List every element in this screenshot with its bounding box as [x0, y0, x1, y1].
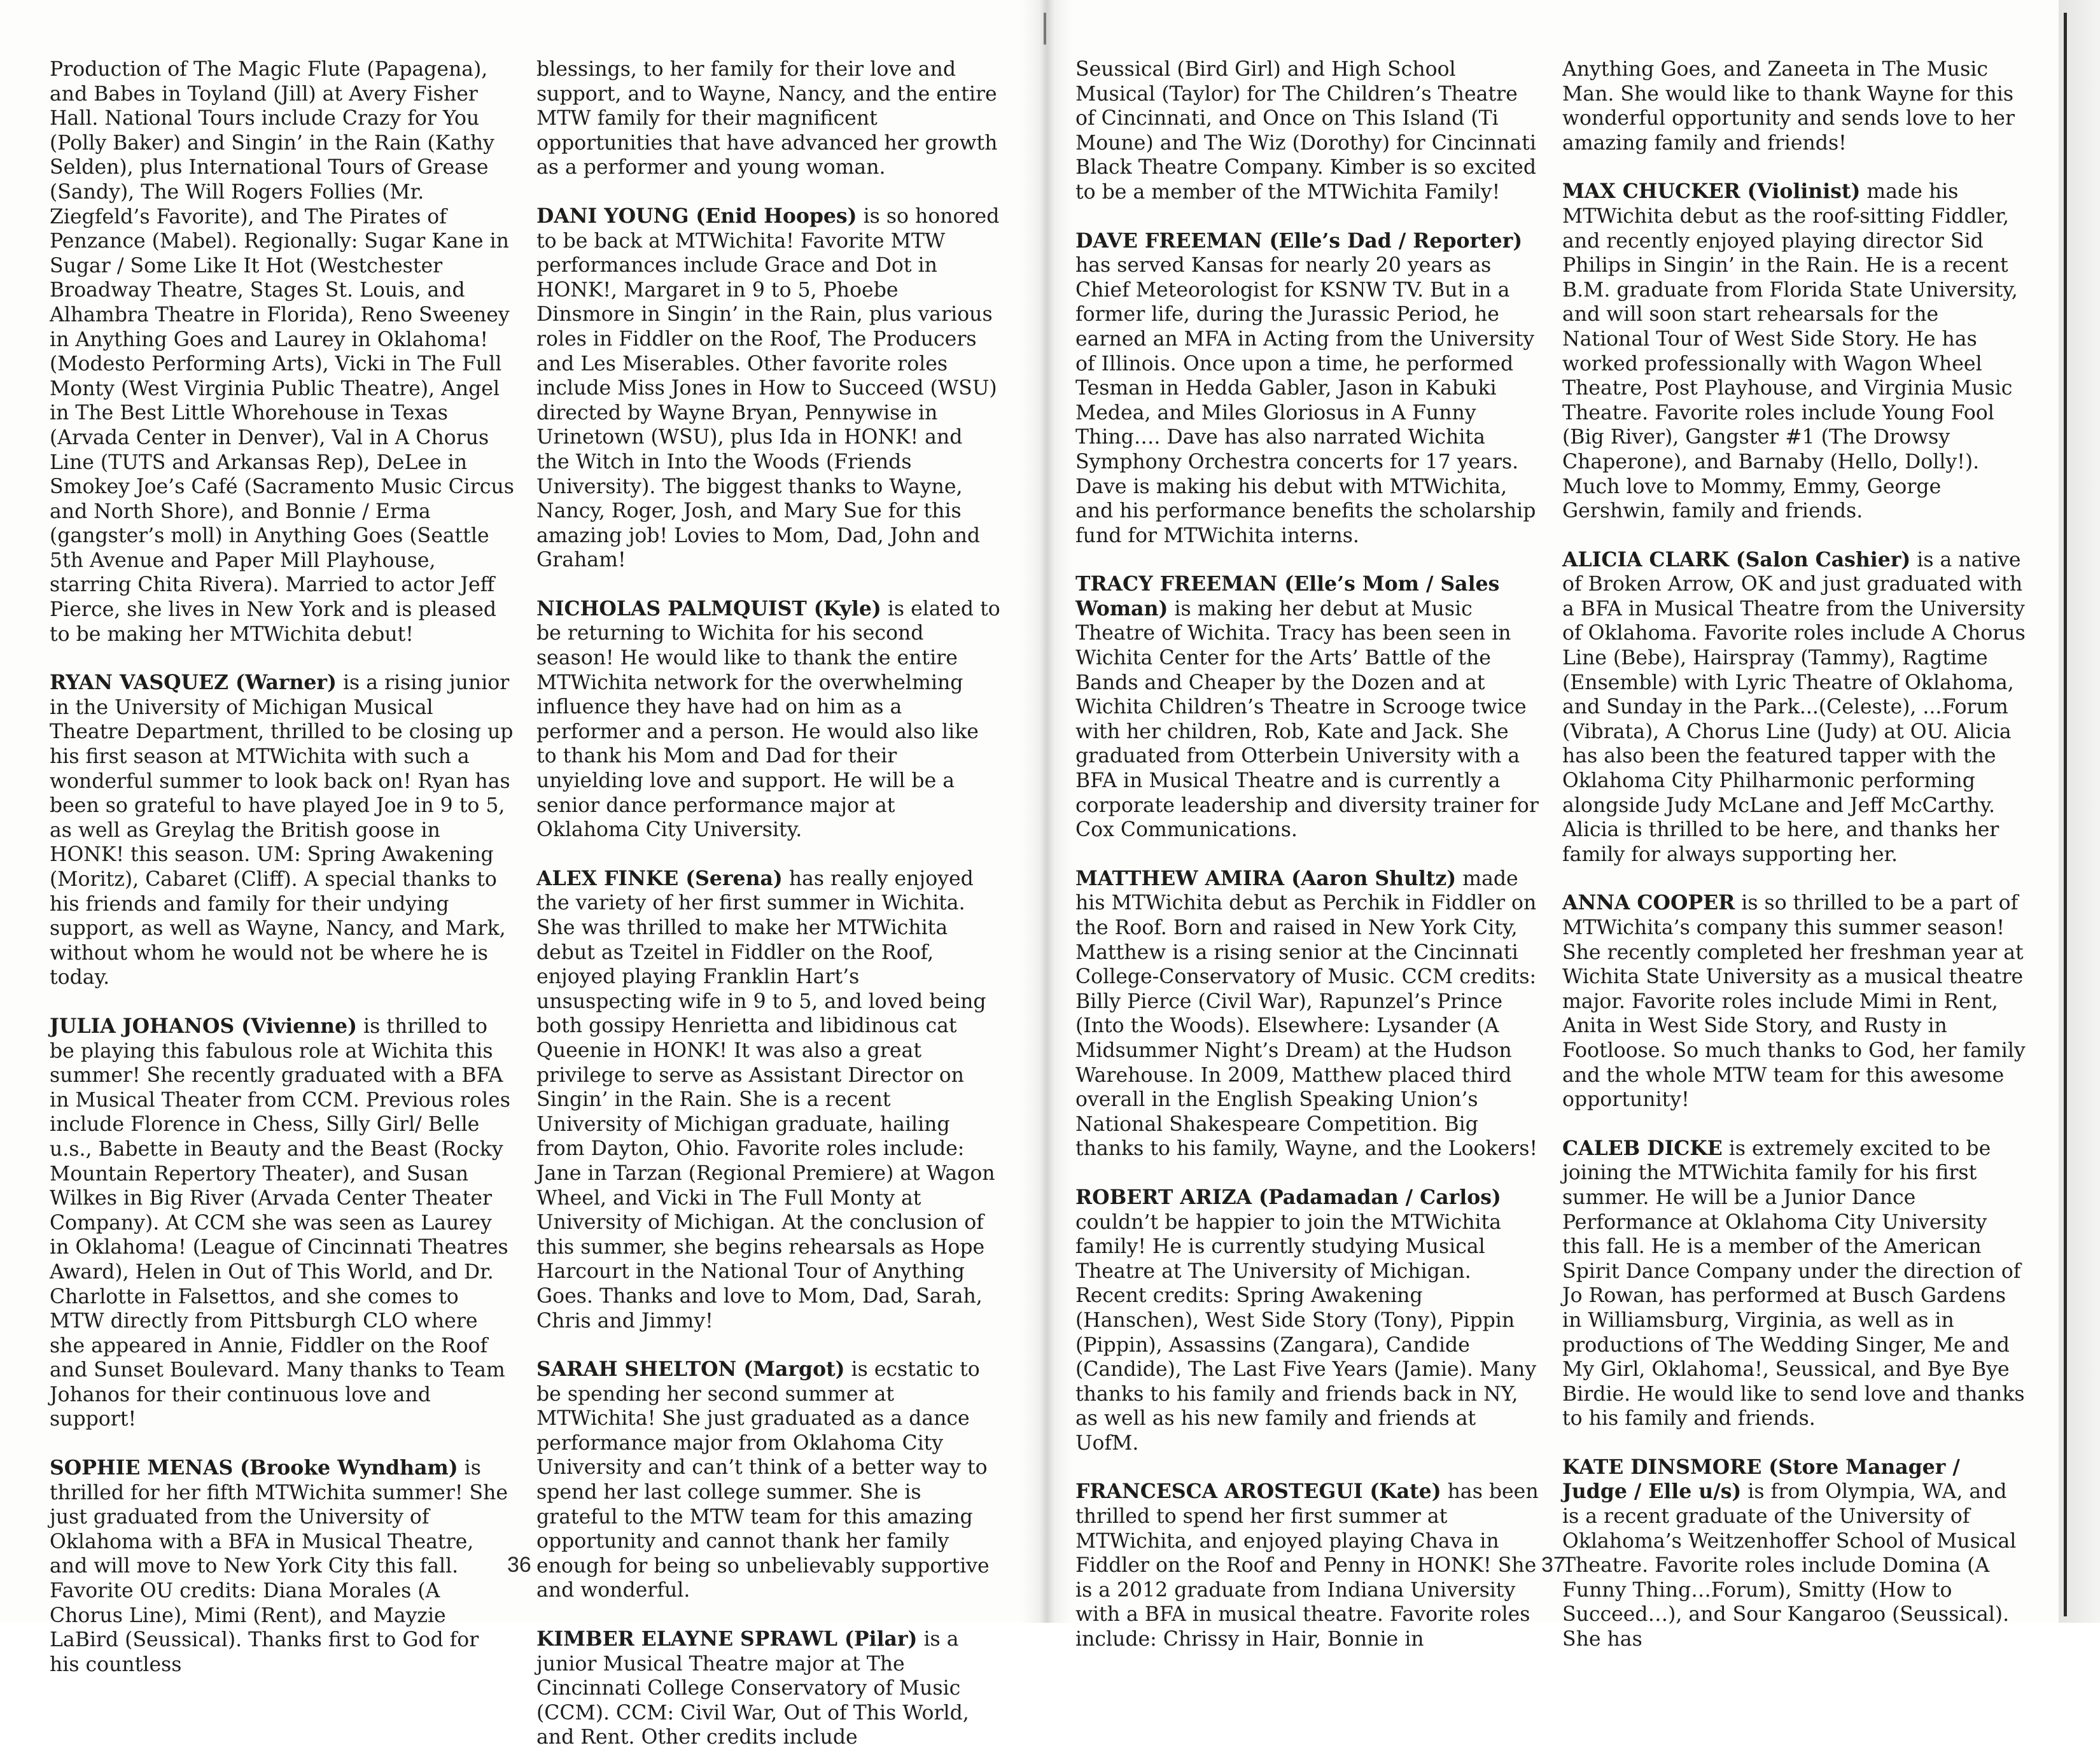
bio-entry	[1075, 1480, 1540, 1651]
bio-name: ALICIA CLARK (Salon Cashier)	[1562, 547, 1911, 571]
bio-entry	[50, 671, 514, 990]
bio-entry	[536, 1627, 1001, 1750]
bio-entry	[536, 1357, 1001, 1603]
bio-entry	[536, 867, 1001, 1333]
bio-entry	[1075, 1186, 1540, 1456]
bio-name: KIMBER ELAYNE SPRAWL (Pilar)	[536, 1627, 918, 1651]
bio-text: is thrilled to be playing this fabulous role at Wichita this summer! She recently graduated with a BFA in Musical Theater from CCM. Previous roles include Florence in Chess, Silly Girl/ Belle u.s., Babette in Beauty and the Beast (Rocky Mountain Repertory Theater), and Susan Wilkes in Big River (Arvada Center Theater Company). At CCM she was seen as Laurey in Oklahoma! (League of Cincinnati Theatres Award), Helen in Out of This World, and Dr. Charlotte in Falsettos, and she comes to MTW directly from Pittsburgh CLO where she appeared in Annie, Fiddler on the Roof and Sunset Boulevard. Many thanks to Team Johanos for their continuous love and support!	[50, 1014, 510, 1431]
bio-text: is elated to be returning to Wichita for his second season! He would like to thank the entire MTWichita network for the overwhelming influence they have had on him as a performer and a person. He would also like to thank his Mom and Dad for their unyielding love and support. He will be a senior dance performance major at Oklahoma City University.	[536, 597, 1000, 842]
bio-name: TRACY FREEMAN (Elle’s Mom / Sales Woman)	[1075, 572, 1500, 620]
column-1	[50, 57, 514, 1676]
bio-name: ROBERT ARIZA (Padamadan / Carlos)	[1075, 1185, 1501, 1209]
bio-entry	[1562, 891, 2027, 1112]
bio-entry	[50, 1014, 514, 1432]
bio-name: FRANCESCA AROSTEGUI (Kate)	[1075, 1480, 1441, 1504]
bio-name: MATTHEW AMIRA (Aaron Shultz)	[1075, 866, 1457, 890]
bio-entry	[1562, 1455, 2027, 1652]
bio-text: has really enjoyed the variety of her first summer in Wichita. She was thrilled to make her MTWichita debut as Tzeitel in Fiddler on the Roof, enjoyed playing Franklin Hart’s unsuspecting wife in 9 to 5, and loved being both gossipy Henrietta and libidinous cat Queenie in HONK! It was also a great privilege to serve as Assistant Director on Singin’ in the Rain. She is a recent University of Michigan graduate, hailing from Dayton, Ohio. Favorite roles include: Jane in Tarzan (Regional Premiere) at Wagon Wheel, and Vicki in The Full Monty at University of Michigan. At the conclusion of this summer, she begins rehearsals as Hope Harcourt in the National Tour of Anything Goes. Thanks and love to Mom, Dad, Sarah, Chris and Jimmy!	[536, 867, 995, 1333]
page-edge-line	[2064, 13, 2067, 1616]
bio-continuation: Seussical (Bird Girl) and High School Musical (Taylor) for The Children’s Theatre of Cincinnati, and Once on This Island (Ti Moune) and The Wiz (Dorothy) for Cincinnati Black Theatre Company. Kimber is so excited to be a member of the MTWichita Family!	[1075, 58, 1536, 204]
bio-text: is ecstatic to be spending her second summer at MTWichita! She just graduated as a dance performance major from Oklahoma City University and can’t think of a better way to spend her last college summer. She is grateful to the MTW team for this amazing opportunity and cannot thank her family enough for being so unbelievably supportive and wonderful.	[536, 1358, 990, 1602]
bio-name: DANI YOUNG (Enid Hoopes)	[536, 204, 857, 228]
column-3	[1075, 57, 1540, 1651]
bio-text: has served Kansas for nearly 20 years as Chief Meteorologist for KSNW TV. But in a former life, during the Jurassic Period, he earned an MFA in Acting from the University of Illinois. Once upon a time, he performed Tesman in Hedda Gabler, Jason in Kabuki Medea, and Miles Gloriosus in A Funny Thing…. Dave has also narrated Wichita Symphony Orchestra concerts for 17 years. Dave is making his debut with MTWichita, and his performance benefits the scholarship fund for MTWichita interns.	[1075, 254, 1536, 547]
bio-text: made his MTWichita debut as Perchik in Fiddler on the Roof. Born and raised in New York City, Matthew is a rising senior at the Cincinnati College-Conservatory of Music. CCM credits: Billy Pierce (Civil War), Rapunzel’s Prince (Into the Woods). Elsewhere: Lysander (A Midsummer Night’s Dream) at the Hudson Warehouse. In 2009, Matthew placed third overall in the English Speaking Union’s National Shakespeare Competition. Big thanks to his family, Wayne, and the Lookers!	[1075, 867, 1538, 1161]
bio-continuation: Anything Goes, and Zaneeta in The Music Man. She would like to thank Wayne for this wonderful opportunity and sends love to her amazing family and friends!	[1562, 58, 2015, 155]
book-gutter	[1021, 0, 1072, 1623]
bio-name: ALEX FINKE (Serena)	[536, 866, 783, 890]
page-number-right: 37	[1541, 1553, 1565, 1577]
bio-continuation: blessings, to her family for their love and support, and to Wayne, Nancy, and the entire MTW family for their magnificent opportunities that have advanced her growth as a performer and young woman.	[536, 58, 998, 179]
bio-entry	[1075, 229, 1540, 549]
bio-name: JULIA JOHANOS (Vivienne)	[50, 1014, 357, 1038]
bio-name: SOPHIE MENAS (Brooke Wyndham)	[50, 1456, 458, 1480]
bio-entry	[1075, 867, 1540, 1161]
bio-text: is extremely excited to be joining the MTWichita family for his first summer. He will be a Junior Dance Performance at Oklahoma City University this fall. He is a member of the American Spirit Dance Company under the direction of Jo Rowan, has performed at Busch Gardens in Williamsburg, Virginia, as well as in productions of The Wedding Singer, Me and My Girl, Oklahoma!, Seussical, and Bye Bye Birdie. He would like to send love and thanks to his family and friends.	[1562, 1137, 2025, 1431]
bio-name: KATE DINSMORE (Store Manager / Judge / Elle u/s)	[1562, 1455, 1960, 1504]
bio-name: DAVE FREEMAN (Elle’s Dad / Reporter)	[1075, 228, 1523, 253]
bio-text: made his MTWichita debut as the roof-sitting Fiddler, and recently enjoyed playing director Sid Philips in Singin’ in the Rain. He is a recent B.M. graduate from Florida State University, and will soon start rehearsals for the National Tour of West Side Story. He has worked professionally with Wagon Wheel Theatre, Post Playhouse, and Virginia Music Theatre. Favorite roles include Young Fool (Big River), Gangster #1 (The Drowsy Chaperone), and Barnaby (Hello, Dolly!). Much love to Mommy, Emmy, George Gershwin, family and friends.	[1562, 180, 2018, 523]
bio-text: is a rising junior in the University of Michigan Musical Theatre Department, thrilled to be closing up his first season at MTWichita with such a wonderful summer to look back on! Ryan has been so grateful to have played Joe in 9 to 5, as well as Greylag the British goose in HONK! this season. UM: Spring Awakening (Moritz), Cabaret (Cliff). A special thanks to his friends and family for their undying support, as well as Wayne, Nancy, and Mark, without whom he would not be where he is today.	[50, 671, 514, 990]
bio-entry	[1562, 1137, 2027, 1431]
bio-name: CALEB DICKE	[1562, 1136, 1723, 1160]
bio-text: is a native of Broken Arrow, OK and just graduated with a BFA in Musical Theatre from the University of Oklahoma. Favorite roles include A Chorus Line (Bebe), Hairspray (Tammy), Ragtime (Ensemble) with Lyric Theatre of Oklahoma, and Sunday in the Park...(Celeste), ...Forum (Vibrata), A Chorus Line (Judy) at OU. Alicia has also been the featured tapper with the Oklahoma City Philharmonic performing alongside Judy McLane and Jeff McCarthy. Alicia is thrilled to be here, and thanks her family for always supporting her.	[1562, 548, 2026, 866]
bio-text: is from Olympia, WA, and is a recent graduate of the University of Oklahoma’s Weitzenhoffer School of Musical Theatre. Favorite roles include Domina (A Funny Thing…Forum), Smitty (How to Succeed…), and Sour Kangaroo (Seussical). She has	[1562, 1480, 2017, 1651]
bio-name: ANNA COOPER	[1562, 891, 1735, 915]
bio-name: NICHOLAS PALMQUIST (Kyle)	[536, 596, 881, 620]
bio-text: is so honored to be back at MTWichita! Favorite MTW performances include Grace and Dot in HONK!, Margaret in 9 to 5, Phoebe Dinsmore in Singin’ in the Rain, plus various roles in Fiddler on the Roof, The Producers and Les Miserables. Other favorite roles include Miss Jones in How to Succeed (WSU) directed by Wayne Bryan, Pennywise in Urinetown (WSU), plus Ida in HONK! and the Witch in Into the Woods (Friends University). The biggest thanks to Wayne, Nancy, Roger, Josh, and Mary Sue for this amazing job! Lovies to Mom, Dad, John and Graham!	[536, 204, 1000, 572]
bio-name: SARAH SHELTON (Margot)	[536, 1357, 845, 1382]
bio-text: is a junior Musical Theatre major at The Cincinnati College Conservatory of Music (CCM). CCM: Civil War, Out of This World, and Rent. Other credits include	[536, 1628, 969, 1749]
bio-entry	[1075, 572, 1540, 843]
bio-entry	[50, 1456, 514, 1677]
bio-entry	[1562, 548, 2027, 867]
bio-name: MAX CHUCKER (Violinist)	[1562, 179, 1861, 204]
bio-entry	[1562, 179, 2027, 523]
bio-entry	[536, 597, 1001, 843]
bio-text: is making her debut at Music Theatre of Wichita. Tracy has been seen in Wichita Center for the Arts’ Battle of the Bands and Cheaper by the Dozen and at Wichita Children’s Theatre in Scrooge twice with her children, Rob, Kate and Jack. She graduated from Otterbein University with a BFA in Musical Theatre and is currently a corporate leadership and diversity trainer for Cox Communications.	[1075, 597, 1539, 842]
bio-text: couldn’t be happier to join the MTWichita family! He is currently studying Musical Theatre at The University of Michigan. Recent credits: Spring Awakening (Hanschen), West Side Story (Tony), Pippin (Pippin), Assassins (Zangara), Candide (Candide), The Last Five Years (Jamie). Many thanks to his family and friends back in NY, as well as his new family and friends at UofM.	[1075, 1210, 1537, 1455]
page-number-left: 36	[507, 1553, 531, 1577]
bio-entry	[536, 204, 1001, 573]
bio-text: is thrilled for her fifth MTWichita summer! She just graduated from the University of Oklahoma with a BFA in Musical Theatre, and will move to New York City this fall. Favorite OU credits: Diana Morales (A Chorus Line), Mimi (Rent), and Mayzie LaBird (Seussical). Thanks first to God for his countless	[50, 1457, 508, 1676]
bio-continuation: Production of The Magic Flute (Papagena), and Babes in Toyland (Jill) at Avery Fisher Hall. National Tours include Crazy for You (Polly Baker) and Singin’ in the Rain (Kathy Selden), plus International Tours of Grease (Sandy), The Will Rogers Follies (Mr. Ziegfeld’s Favorite), and The Pirates of Penzance (Mabel). Regionally: Sugar Kane in Sugar / Some Like It Hot (Westchester Broadway Theatre, Stages St. Louis, and Alhambra Theatre in Florida), Reno Sweeney in Anything Goes and Laurey in Oklahoma! (Modesto Performing Arts), Vicki in The Full Monty (West Virginia Public Theatre), Angel in The Best Little Whorehouse in Texas (Arvada Center in Denver), Val in A Chorus Line (TUTS and Arkansas Rep), DeLee in Smokey Joe’s Café (Sacramento Music Circus and North Shore), and Bonnie / Erma (gangster’s moll) in Anything Goes (Seattle 5th Avenue and Paper Mill Playhouse, starring Chita Rivera). Married to actor Jeff Pierce, she lives in New York and is pleased to be making her MTWichita debut!	[50, 58, 514, 646]
column-2	[536, 57, 1001, 1749]
column-4	[1562, 57, 2027, 1651]
gutter-mark	[1044, 13, 1046, 45]
bio-text: has been thrilled to spend her first summer at MTWichita, and enjoyed playing Chava in Fiddler on the Roof and Penny in HONK! She is a 2012 graduate from Indiana University with a BFA in musical theatre. Favorite roles include: Chrissy in Hair, Bonnie in	[1075, 1480, 1539, 1651]
bio-text: is so thrilled to be a part of MTWichita’s company this summer season! She recently completed her freshman year at Wichita State University as a musical theatre major. Favorite roles include Mimi in Rent, Anita in West Side Story, and Rusty in Footloose. So much thanks to God, her family and the whole MTW team for this awesome opportunity!	[1562, 892, 2026, 1112]
bio-name: RYAN VASQUEZ (Warner)	[50, 671, 337, 695]
